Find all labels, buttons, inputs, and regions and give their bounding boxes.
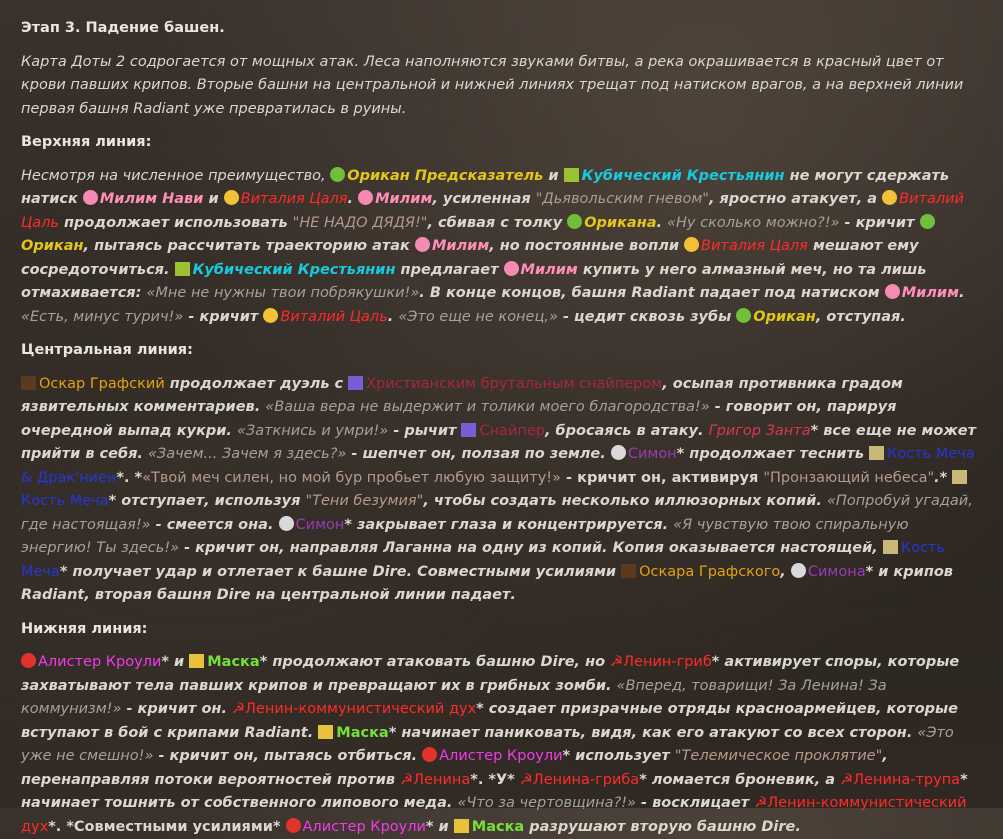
flower-icon: [504, 261, 519, 276]
theater-masks-icon: [318, 725, 333, 739]
top-hat-icon: [621, 564, 636, 578]
mask-icon: [279, 516, 294, 531]
mid-lane-heading: Центральная линия:: [21, 342, 193, 358]
devil-icon: [422, 747, 437, 762]
char-maska: Маска: [207, 654, 260, 670]
mask-icon: [791, 563, 806, 578]
smiley-icon: [684, 237, 699, 252]
cross-icon: [461, 423, 476, 437]
char-greg: Григор Занта: [708, 422, 811, 439]
theater-masks-icon: [454, 819, 469, 833]
wand-icon: [883, 540, 898, 554]
farmer-icon: [564, 168, 579, 182]
alien-icon: [920, 214, 935, 229]
flower-icon: [358, 190, 373, 205]
hammer-sickle-icon: ☭: [754, 795, 768, 811]
farmer-icon: [175, 262, 190, 276]
stage-title: Этап 3. Падение башен.: [21, 20, 225, 36]
mask-icon: [611, 445, 626, 460]
flower-icon: [415, 237, 430, 252]
alien-icon: [736, 308, 751, 323]
hammer-sickle-icon: ☭: [400, 771, 414, 788]
story-document: [21, 0, 981, 839]
alien-icon: [567, 214, 582, 229]
devil-icon: [21, 653, 36, 668]
top-lane-heading: Верхняя линия:: [21, 134, 152, 150]
wand-icon: [869, 446, 884, 460]
intro-paragraph: Карта Доты 2 содрогается от мощных атак. Леса наполняются звуками битвы, а река окрашивается в красный цвет от крови павших крипов. Вторые башни на центральной и нижней линиях трещат под натиском врагов, а на верхней линии первая башня Radiant уже превратилась в руины.: [21, 53, 964, 117]
flower-icon: [83, 190, 98, 205]
flower-icon: [885, 284, 900, 299]
bot-lane-heading: Нижняя линия:: [21, 620, 148, 637]
char-vitaliy: Виталия Цаля: [240, 191, 348, 207]
char-oskar: Оскар Графский: [39, 375, 165, 392]
char-kost: Кость Меча & Драк'ниен: [21, 446, 975, 486]
mid-lane-paragraph: Оскар Графский продолжает дуэль с Христианским брутальным снайпером, осыпая противника градом язвительных комментариев. «Ваша вера не выдержит и толики моего благородства!» - говорит он, парируя очередной выпад кукри. «Заткнись и умри!» - рычит Снайпер, бросаясь в атаку. Григор Занта* все еще не может прийти в себя. «Зачем... Зачем я здесь?» - шепчет он, ползая по земле. Симон* продолжает теснить Кость Меча & Драк'ниен*. *«Твой меч силен, но мой бур пробьет любую защиту!» - кричит он, активируя "Пронзающий небеса".* Кость Меча* отступает, используя "Тени безумия", чтобы создать несколько иллюзорных копий. «Попробуй угадай, где настоящая!» - смеется она. Симон* закрывает глаза и концентрируется. «Я чувствую твою спиральную энергию! Ты здесь!» - кричит он, направляя Лаганна на одну из копий. Копия оказывается настоящей, Кость Меча* получает удар и отлетает к башне Dire. Совместными усилиями Оскара Графского, Симона* и крипов Radiant, вторая башня Dire на центральной линии падает.: [21, 375, 976, 603]
wand-icon: [952, 470, 967, 484]
theater-masks-icon: [189, 654, 204, 668]
hammer-sickle-icon: ☭: [232, 701, 246, 717]
alien-icon: [330, 167, 345, 182]
char-milim: Милим Нави: [99, 191, 204, 207]
devil-icon: [286, 818, 301, 833]
char-aleister: Алистер Кроули: [38, 654, 162, 670]
char-sniper: Христианским брутальным снайпером: [366, 375, 663, 392]
hammer-sickle-icon: ☭: [519, 771, 533, 788]
char-orikan: Орикан Предсказатель: [347, 167, 544, 184]
hammer-sickle-icon: ☭: [610, 654, 624, 670]
top-lane-paragraph: Несмотря на численное преимущество, Орикан Предсказатель и Кубический Крестьянин не могут сдержать натиск Милим Нави и Виталия Цаля. Милим, усиленная "Дьявольским гневом", яростно атакует, а Виталий Цаль продолжает использовать "НЕ НАДО ДЯДЯ!", сбивая с толку Орикана. «Ну сколько можно?!» - кричит Орикан, пытаясь рассчитать траекторию атак Милим, но постоянные вопли Виталия Цаля мешают ему сосредоточиться. Кубический Крестьянин предлагает Милим купить у него алмазный меч, но та лишь отмахивается: «Мне не нужны твои побрякушки!». В конце концов, башня Radiant падает под натиском Милим. «Есть, минус турич!» - кричит Виталий Цаль. «Это еще не конец,» - цедит сквозь зубы Орикан, отступая.: [21, 167, 965, 325]
top-hat-icon: [21, 376, 36, 390]
bot-lane-paragraph: Алистер Кроули* и Маска* продолжают атаковать башню Dire, но ☭Ленин-гриб* активирует споры, которые захватывают тела павших крипов и превращают их в грибных зомби. «Вперед, товарищи! За Ленина! За коммунизм!» - кричит он. ☭Ленин-коммунистический дух* создает призрачные отряды красноармейцев, которые вступают в бой с крипами Radiant. Маска* начинает паниковать, видя, как его атакуют со всех сторон. «Это уже не смешно!» - кричит он, пытаясь отбиться. Алистер Кроули* использует "Телемическое проклятие", перенаправляя потоки вероятностей против ☭Ленина*. *У* ☭Ленина-гриба* ломается броневик, а ☭Ленина-трупа* начинает тошнить от собственного липового меда. «Что за чертовщина?!» - восклицает ☭Ленин-коммунистический дух*. *Совместными усилиями* Алистер Кроули* и Маска разрушают вторую башню Dire.: [21, 654, 968, 835]
smiley-icon: [224, 190, 239, 205]
cross-icon: [348, 376, 363, 390]
smiley-icon: [882, 190, 897, 205]
char-simon: Симон: [627, 446, 677, 462]
char-kubik: Кубический Крестьянин: [581, 167, 785, 184]
hammer-sickle-icon: ☭: [840, 771, 854, 788]
smiley-icon: [263, 308, 278, 323]
char-lenin: Ленин-гриб: [623, 654, 712, 670]
